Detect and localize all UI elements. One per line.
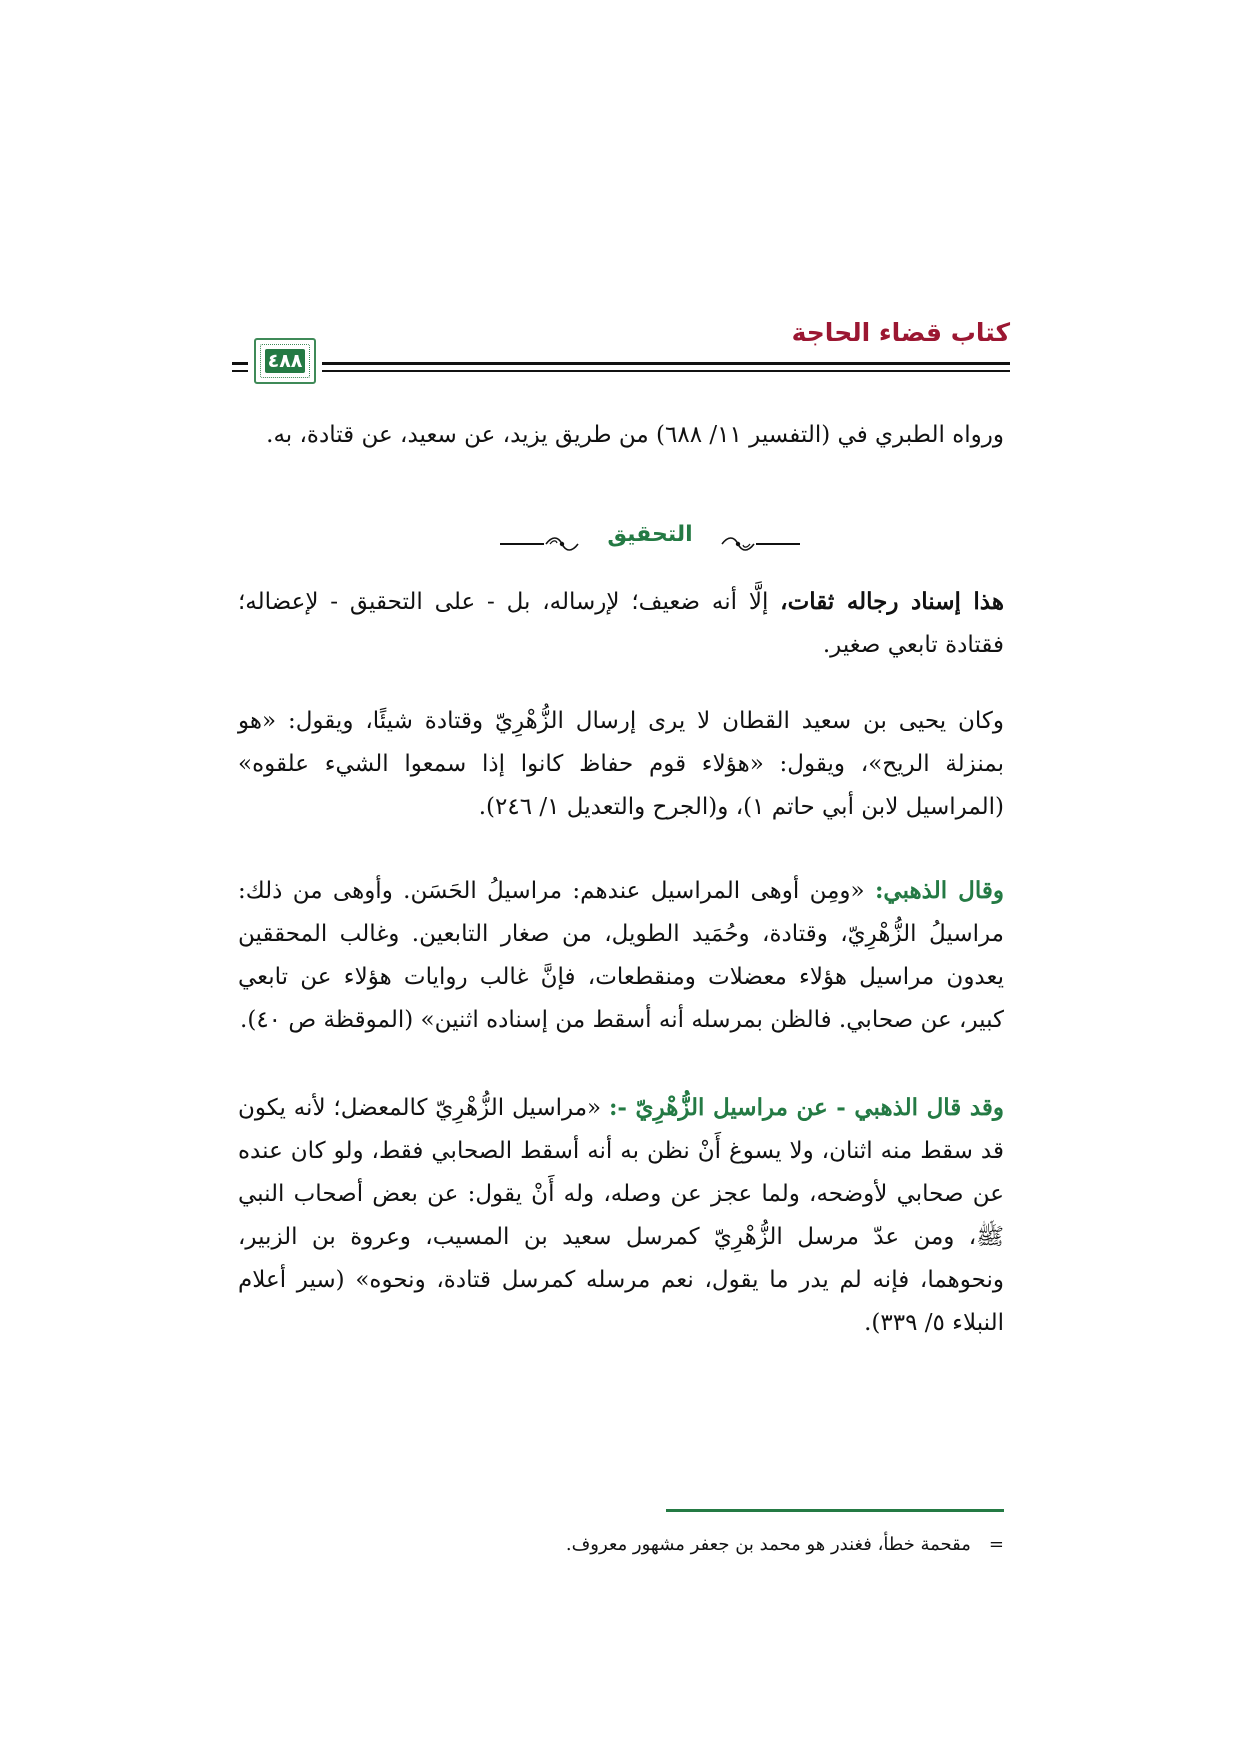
footnote [238,1530,1004,1560]
header-rule-bottom [322,370,1010,372]
header-rule-left-bottom [232,370,248,372]
ornament-swirl-icon [720,534,756,554]
page-number: ٤٨٨ [265,349,305,373]
page-number-badge [254,338,316,384]
section-title: التحقيق [607,522,693,547]
paragraph-zuhri [238,1086,1004,1345]
paragraph-body: «ومِن أوهى المراسيل عندهم: مراسيلُ الحَسَن. وأوهى من ذلك: مراسيلُ الزُّهْرِيّ، وقتادة، وحُمَيد الطويل، من صغار التابعين. وغالب المحققين يعدون مراسيل هؤلاء معضلات ومنقطعات، فإنَّ غالب روايات هؤلاء عن تابعي كبير، عن صحابي. فالظن بمرسله أنه أسقط من إسناده اثنين» (الموقظة ص ٤٠). [238,878,1004,1033]
header-rule-left-top [232,362,248,365]
header-rule-top [322,362,1010,365]
footnote-divider [666,1509,1004,1512]
ornament-swirl-icon [544,534,580,554]
paragraph-body: إلَّا أنه ضعيف؛ لإرساله، بل - على التحقيق - لإعضاله؛ فقتادة تابعي صغير. [238,589,1004,658]
book-title: كتاب قضاء الحاجة [791,318,1010,347]
footnote-text: مقحمة خطأ، فغندر هو محمد بن جعفر مشهور معروف. [565,1534,971,1555]
paragraph-lead: هذا إسناد رجاله ثقات، [780,588,1004,615]
paragraph-isnad [238,580,1004,667]
paragraph-body: «مراسيل الزُّهْرِيّ كالمعضل؛ لأنه يكون قد سقط منه اثنان، ولا يسوغ أَنْ نظن به أنه أسقط الصحابي فقط، ولو كان عنده عن صحابي لأوضحه، ولما عجز عن وصله، وله أَنْ يقول: عن بعض أصحاب النبي ﷺ، ومن عدّ مرسل الزُّهْرِيّ كمرسل سعيد بن المسيب، وعروة بن الزبير، ونحوهما، فإنه لم يدر ما يقول، نعم مرسله كمرسل قتادة، ونحوه» (سير أعلام النبلاء ٥/ ٣٣٩). [238,1095,1004,1336]
footnote-marker: = [988,1534,1004,1555]
paragraph-dhahabi [238,869,1004,1042]
paragraph-qattan: وكان يحيى بن سعيد القطان لا يرى إرسال الزُّهْرِيّ وقتادة شيئًا، ويقول: «هو بمنزلة الريح»، ويقول: «هؤلاء قوم حفاظ كانوا إذا سمعوا الشيء علقوه» (المراسيل لابن أبي حاتم ١)، و(الجرح والتعديل ١/ ٢٤٦). [238,708,1004,820]
paragraph-lead: وقد قال الذهبي - عن مراسيل الزُّهْرِيّ -: [608,1094,1004,1121]
paragraph-tabari: ورواه الطبري في (التفسير ١١/ ٦٨٨) من طريق يزيد، عن سعيد، عن قتادة، به. [266,422,1004,448]
section-heading [500,522,800,558]
ornament-line-left [500,543,544,545]
paragraph-lead: وقال الذهبي: [874,877,1004,904]
ornament-line-right [756,543,800,545]
page-header [232,318,1010,390]
